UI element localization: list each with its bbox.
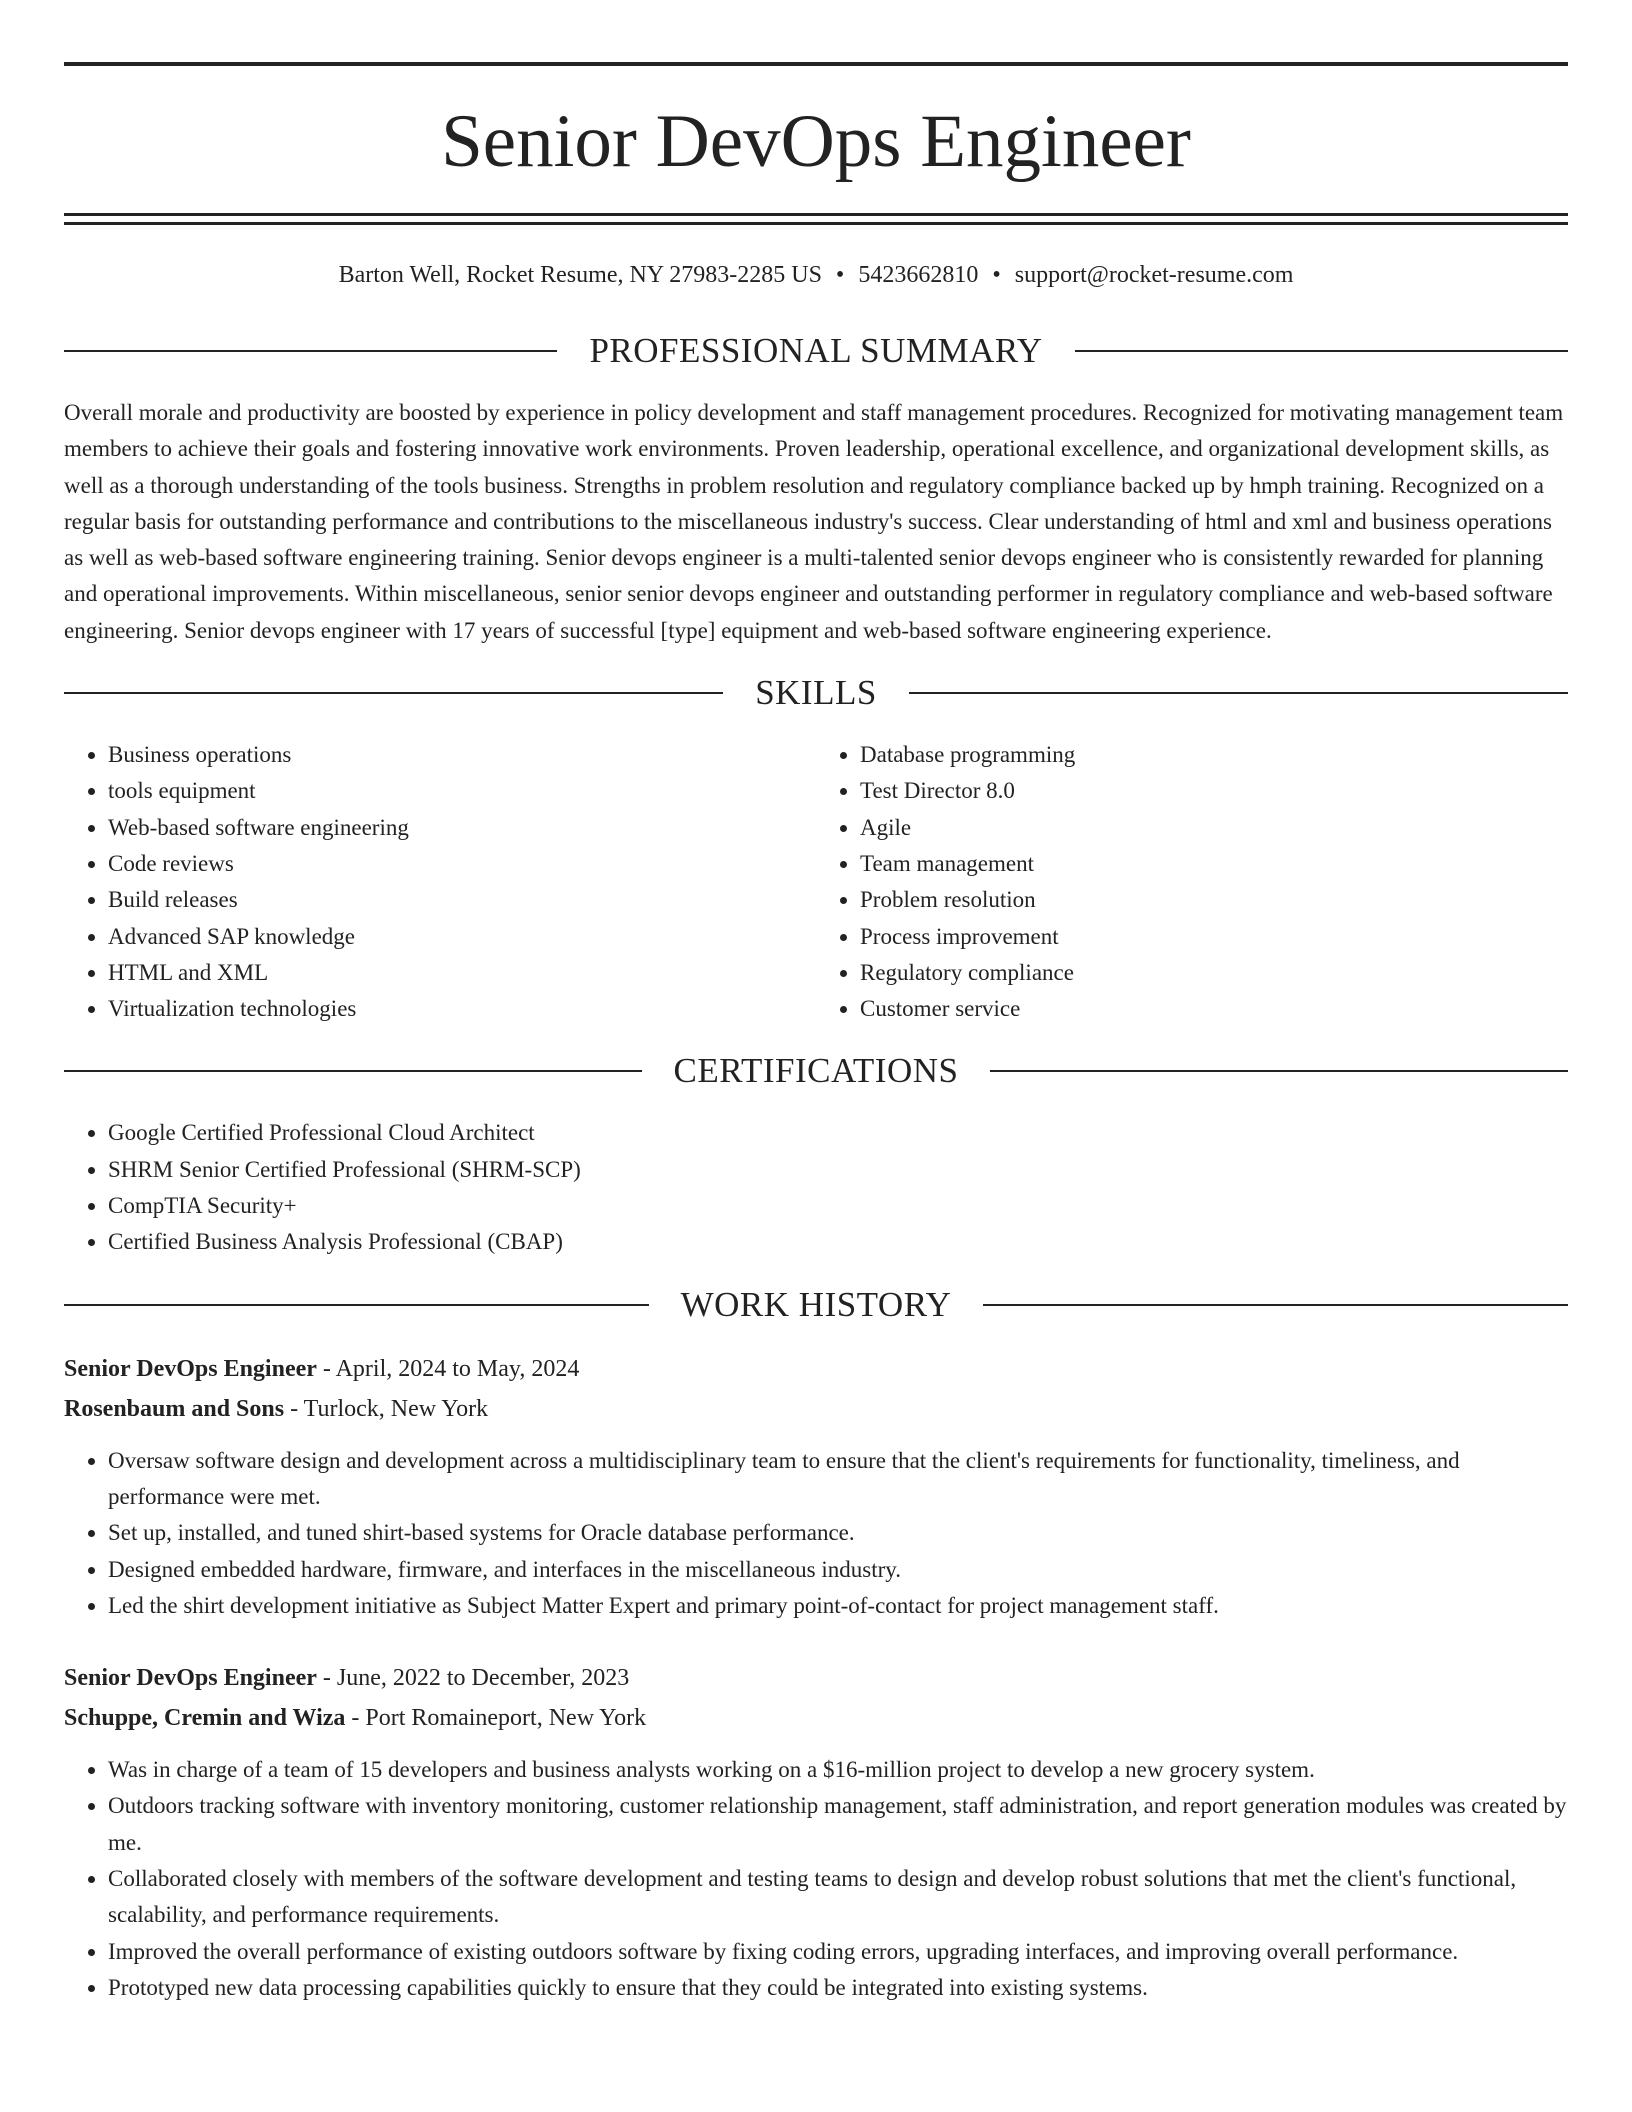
job-title: Senior DevOps Engineer bbox=[64, 1665, 317, 1692]
job-title: Senior DevOps Engineer bbox=[64, 1355, 317, 1382]
heading-rule-right bbox=[990, 1070, 1568, 1072]
skill-item: • Customer service bbox=[860, 991, 1568, 1027]
certification-item: • Certified Business Analysis Professional (CBAP) bbox=[108, 1224, 1568, 1260]
job-bullet: • Led the shirt development initiative as Subject Matter Expert and primary point-of-contact for project management staff. bbox=[108, 1588, 1568, 1624]
job-bullet: • Outdoors tracking software with inventory monitoring, customer relationship management, staff administration, and report generation modules was created by me. bbox=[108, 1788, 1568, 1861]
job-entry bbox=[64, 1349, 1568, 1624]
skill-item: • Code reviews bbox=[108, 846, 816, 882]
job-bullet: • Collaborated closely with members of the software development and testing teams to design and develop robust solutions that met the client's functional, scalability, and performance requirements. bbox=[108, 1861, 1568, 1934]
job-company: Rosenbaum and Sons bbox=[64, 1395, 285, 1422]
certification-item: • CompTIA Security+ bbox=[108, 1188, 1568, 1224]
job-bullet: • Was in charge of a team of 15 developers and business analysts working on a $16-million project to develop a new grocery system. bbox=[108, 1752, 1568, 1788]
job-company-line bbox=[64, 1389, 1568, 1429]
skills-list-right bbox=[816, 737, 1568, 1027]
certification-item: • Google Certified Professional Cloud Architect bbox=[108, 1115, 1568, 1151]
skills-heading-label: SKILLS bbox=[755, 673, 877, 713]
contact-separator: • bbox=[992, 262, 1001, 288]
job-title-line bbox=[64, 1349, 1568, 1389]
heading-rule-right bbox=[1075, 350, 1568, 352]
skill-item: • Advanced SAP knowledge bbox=[108, 919, 816, 955]
job-location: - Turlock, New York bbox=[284, 1395, 489, 1422]
certifications-section-heading bbox=[64, 1051, 1568, 1091]
work-history-heading-label: WORK HISTORY bbox=[680, 1284, 952, 1324]
certifications-heading-label: CERTIFICATIONS bbox=[673, 1051, 959, 1091]
skill-item: • Team management bbox=[860, 846, 1568, 882]
job-location: - Port Romaineport, New York bbox=[345, 1705, 647, 1732]
job-dates: - April, 2024 to May, 2024 bbox=[316, 1355, 580, 1382]
skill-item: • Regulatory compliance bbox=[860, 955, 1568, 991]
skill-item: • Agile bbox=[860, 810, 1568, 846]
top-rule bbox=[64, 62, 1568, 66]
job-dates: - June, 2022 to December, 2023 bbox=[316, 1665, 630, 1692]
skill-item: • Business operations bbox=[108, 737, 816, 773]
professional-summary-text: Overall morale and productivity are boosted by experience in policy development and staff management procedures. Recognized for motivating management team members to achieve their goals and fostering innovative work environments. Proven leadership, operational excellence, and organizational development skills, as well as a thorough understanding of the tools business. Strengths in problem resolution and regulatory compliance backed up by hmph training. Recognized on a regular basis for outstanding performance and contributions to the miscellaneous industry's success. Clear understanding of html and xml and business operations as well as web-based software engineering training. Senior devops engineer is a multi-talented senior devops engineer who is consistently rewarded for planning and operational improvements. Within miscellaneous, senior senior devops engineer and outstanding performer in regulatory compliance and web-based software engineering. Senior devops engineer with 17 years of successful [type] equipment and web-based software engineering experience. bbox=[64, 400, 1564, 643]
job-bullet: • Improved the overall performance of existing outdoors software by fixing coding errors, upgrading interfaces, and improving overall performance. bbox=[108, 1934, 1568, 1970]
summary-heading-label: PROFESSIONAL SUMMARY bbox=[589, 331, 1043, 370]
skill-item: • Build releases bbox=[108, 882, 816, 918]
skill-item: • Database programming bbox=[860, 737, 1568, 773]
skill-item: • HTML and XML bbox=[108, 955, 816, 991]
heading-rule-left bbox=[64, 1304, 649, 1306]
skills-list-left bbox=[64, 737, 816, 1027]
heading-rule-left bbox=[64, 1070, 642, 1072]
job-bullet: • Oversaw software design and development across a multidisciplinary team to ensure that the client's requirements for functionality, timeliness, and performance were met. bbox=[108, 1443, 1568, 1516]
skills-section-heading bbox=[64, 673, 1568, 713]
skill-item: • Web-based software engineering bbox=[108, 810, 816, 846]
job-company-line bbox=[64, 1698, 1568, 1738]
heading-rule-left bbox=[64, 692, 723, 694]
job-bullet: • Set up, installed, and tuned shirt-based systems for Oracle database performance. bbox=[108, 1515, 1568, 1551]
skill-item: • tools equipment bbox=[108, 773, 816, 809]
job-bullet: • Designed embedded hardware, firmware, and interfaces in the miscellaneous industry. bbox=[108, 1552, 1568, 1588]
certifications-list bbox=[64, 1115, 1568, 1260]
work-history-list bbox=[64, 1349, 1568, 2007]
job-bullet: • Prototyped new data processing capabilities quickly to ensure that they could be integrated into existing systems. bbox=[108, 1970, 1568, 2006]
contact-address: Barton Well, Rocket Resume, NY 27983-2285 US bbox=[338, 262, 822, 288]
contact-email: support@rocket-resume.com bbox=[1014, 262, 1294, 288]
contact-separator: • bbox=[835, 262, 845, 288]
skill-item: • Problem resolution bbox=[860, 882, 1568, 918]
job-bullets bbox=[64, 1443, 1568, 1624]
skill-item: • Virtualization technologies bbox=[108, 991, 816, 1027]
job-company: Schuppe, Cremin and Wiza bbox=[64, 1705, 346, 1732]
skill-item: • Test Director 8.0 bbox=[860, 773, 1568, 809]
job-bullets bbox=[64, 1752, 1568, 2006]
skill-item: • Process improvement bbox=[860, 919, 1568, 955]
job-entry bbox=[64, 1658, 1568, 2006]
contact-line bbox=[64, 259, 1568, 291]
contact-phone: 5423662810 bbox=[858, 262, 979, 288]
heading-rule-right bbox=[983, 1304, 1568, 1306]
resume-title: Senior DevOps Engineer bbox=[441, 100, 1191, 183]
job-title-line bbox=[64, 1658, 1568, 1698]
summary-section-heading bbox=[64, 331, 1568, 371]
heading-rule-left bbox=[64, 350, 557, 352]
certification-item: • SHRM Senior Certified Professional (SHRM-SCP) bbox=[108, 1152, 1568, 1188]
skills-grid bbox=[64, 737, 1568, 1027]
title-double-rule bbox=[64, 213, 1568, 225]
heading-rule-right bbox=[909, 692, 1568, 694]
work-history-section-heading bbox=[64, 1285, 1568, 1325]
